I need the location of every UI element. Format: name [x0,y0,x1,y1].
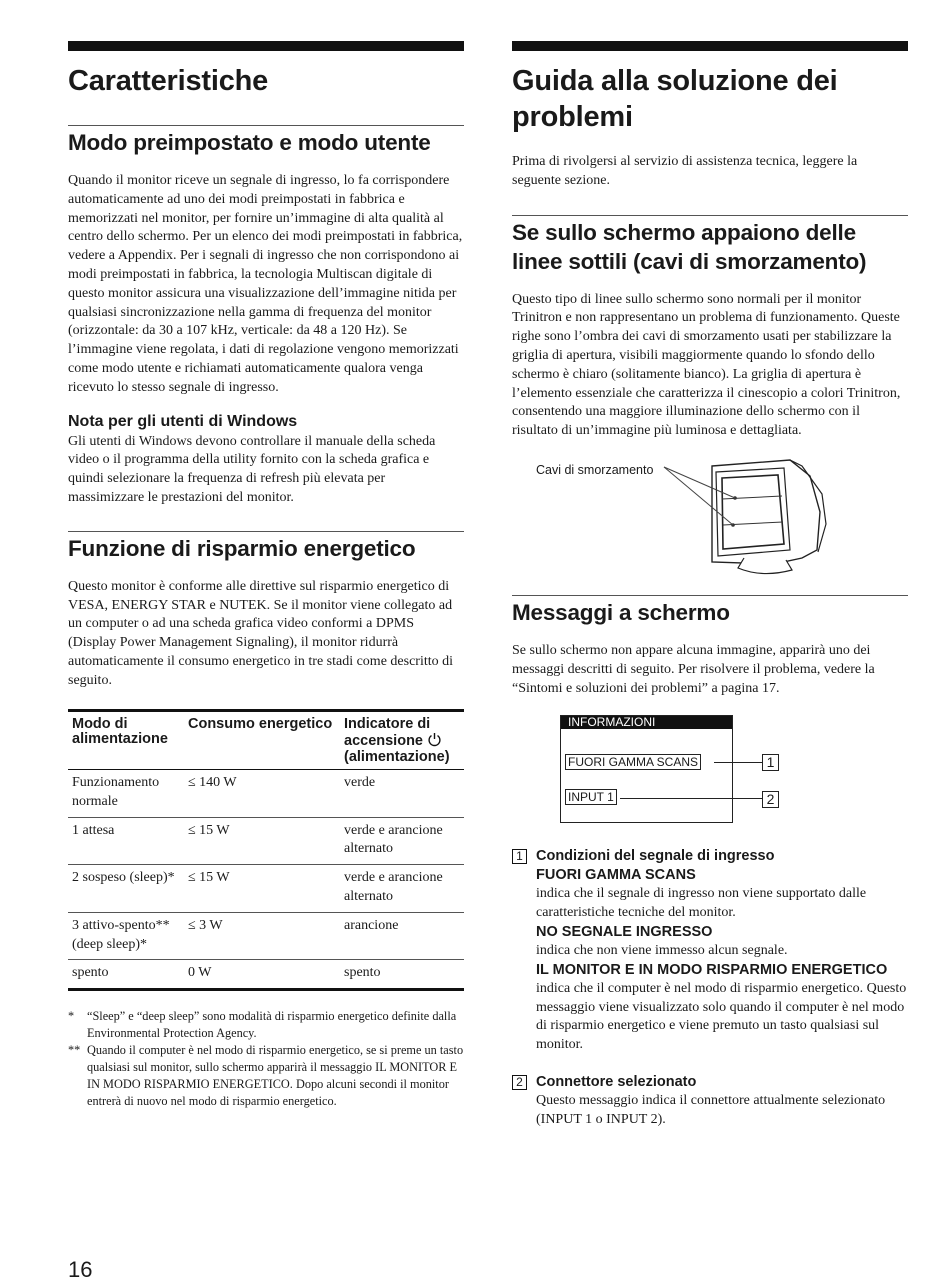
preset-body: Quando il monitor riceve un segnale di ingresso, lo fa corrispondere automaticamente ad uno dei modi preimpostati in fabbrica e memorizzati nel monitor, per fornire un’immagine di alta qualità al centro dello schermo. Per un elenco dei modi preimpostati in fabbrica, vedere a Appendix. Per i segnali di ingresso che non corrispondono ai modi preimpostati in fabbrica, la tecnologia Multiscan digitale di questo monitor assicura una visualizzazione dell’immagine nitida per qualsiasi sincronizzazione nella gamma di frequenza del monitor (orizzontale: da 30 a 107 kHz, verticale: da 48 a 120 Hz). Se l’immagine viene regolata, i dati di regolazione vengono memorizzati come modo utente e richiamati automaticamente qualora venga ricevuto lo stesso segnale di ingresso. [68,173,463,395]
power-modes-table [68,709,464,992]
damper-wire-label: Cavi di smorzamento [536,462,654,477]
divider [68,125,464,126]
windows-body: Gli utenti di Windows devono controllare il manuale della scheda video o il programma della utility fornito con la scheda grafica e quindi selezionare la frequenza di refresh più elevata per massimizzare le prestazioni del monitor. [68,433,436,505]
callout-line [714,762,762,763]
item-number-box: 1 [512,849,527,864]
header-mode: Modo di alimentazione [72,715,168,748]
message-label: FUORI GAMMA SCANS [536,867,696,884]
item-heading: Condizioni del segnale di ingresso [536,848,775,865]
page-number: 16 [68,1257,93,1282]
monitor-figure [512,454,908,584]
table-header-row [68,710,464,770]
lines-heading: Se sullo schermo appaiono delle linee sottili (cavi di smorzamento) [512,219,867,274]
monitor-illustration [512,454,908,584]
windows-heading: Nota per gli utenti di Windows [68,412,298,430]
callout-line [620,798,762,799]
power-body: Questo monitor è conforme alle direttive sul risparmio energetico di VESA, ENERGY STAR e NUTEK. Se il monitor viene collegato ad un computer o ad una scheda grafica video conformi a DPMS (Display Power Management Signaling), il monitor ridurrà automaticamente il consumo energetico in tre stadi come descritto di seguito. [68,578,454,688]
divider [512,215,908,216]
message-description: indica che il computer è nel modo di risparmio energetico. Questo messaggio viene visualizzato solo quando il computer è nel modo di risparmio energetico e viene premuto un tasto qualsiasi sul monitor. [536,980,907,1053]
divider [68,531,464,532]
message-item-2 [512,1073,908,1130]
item-number-box: 2 [512,1075,527,1090]
message-description: Questo messaggio indica il connettore attualmente selezionato (INPUT 1 o INPUT 2). [536,1092,886,1127]
message-description: indica che il segnale di ingresso non viene supportato dalle caratteristiche tecniche del monitor. [536,886,867,921]
message-label: NO SEGNALE INGRESSO [536,923,713,940]
header-indicator: Indicatore di accensione (alimentazione) [344,715,450,765]
osd-example [560,715,906,827]
osd-message-input: INPUT 1 [565,789,617,805]
left-column [68,41,464,1110]
troubleshooting-intro: Prima di rivolgersi al servizio di assistenza tecnica, leggere la seguente sezione. [512,154,858,188]
power-heading: Funzione di risparmio energetico [68,535,416,561]
right-column [512,41,908,1130]
footnote: * “Sleep” e “deep sleep” sono modalità di risparmio energetico definite dalla Environmental Protection Agency. [68,1009,457,1041]
message-item-1 [512,847,908,1055]
footnote: ** Quando il computer è nel modo di risparmio energetico, se si preme un tasto qualsiasi sul monitor, sullo schermo apparirà il messaggio IL MONITOR E IN MODO RISPARMIO ENERGETICO. Dopo alcuni secondi il monitor entrerà di nuovo nel modo di risparmio energetico. [68,1043,464,1109]
header-consumption: Consumo energetico [188,715,333,732]
troubleshooting-title: Guida alla soluzione dei problemi [512,65,838,133]
osd-message-range: FUORI GAMMA SCANS [565,754,701,770]
section-bar [512,41,908,51]
section-bar [68,41,464,51]
divider [512,595,908,596]
callout-1: 1 [762,754,779,771]
table-row: 2 sospeso (sleep)* ≤ 15 W verde e arancione alternato [68,865,464,913]
page-title: Caratteristiche [68,65,269,97]
footnotes [68,1008,464,1110]
table-row: Funzionamento normale ≤ 140 W verde [68,770,464,818]
osd-title: INFORMAZIONI [561,716,732,729]
messages-body: Se sullo schermo non appare alcuna immagine, apparirà uno dei messaggi descritti di seguito. Per risolvere il problema, vedere la “Sintomi e soluzioni dei problemi” a pagina 17. [512,642,875,696]
table-row: 3 attivo-spento** (deep sleep)* ≤ 3 W arancione [68,912,464,960]
power-icon [427,732,442,747]
item-heading: Connettore selezionato [536,1073,697,1090]
table-row: spento 0 W spento [68,960,464,990]
table-row: 1 attesa ≤ 15 W verde e arancione alternato [68,817,464,865]
preset-heading: Modo preimpostato e modo utente [68,130,431,155]
message-description: indica che non viene immesso alcun segnale. [536,942,788,958]
messages-heading: Messaggi a schermo [512,599,730,625]
message-label: IL MONITOR E IN MODO RISPARMIO ENERGETICO [536,961,888,978]
lines-body: Questo tipo di linee sullo schermo sono normali per il monitor Trinitron e non rappresentano un problema di funzionamento. Queste righe sono l’ombra dei cavi di smorzamento usati per stabilizzare la griglia di apertura, visibili maggiormente quando lo sfondo dello schermo è chiaro (solitamente bianco). La griglia di apertura è l’elemento essenziale che caratterizza il cinescopio a colori Trinitron, consentendo una maggiore illuminazione dello schermo con il risultato di un’immagine più luminosa e dettagliata. [512,291,901,439]
callout-2: 2 [762,791,779,808]
